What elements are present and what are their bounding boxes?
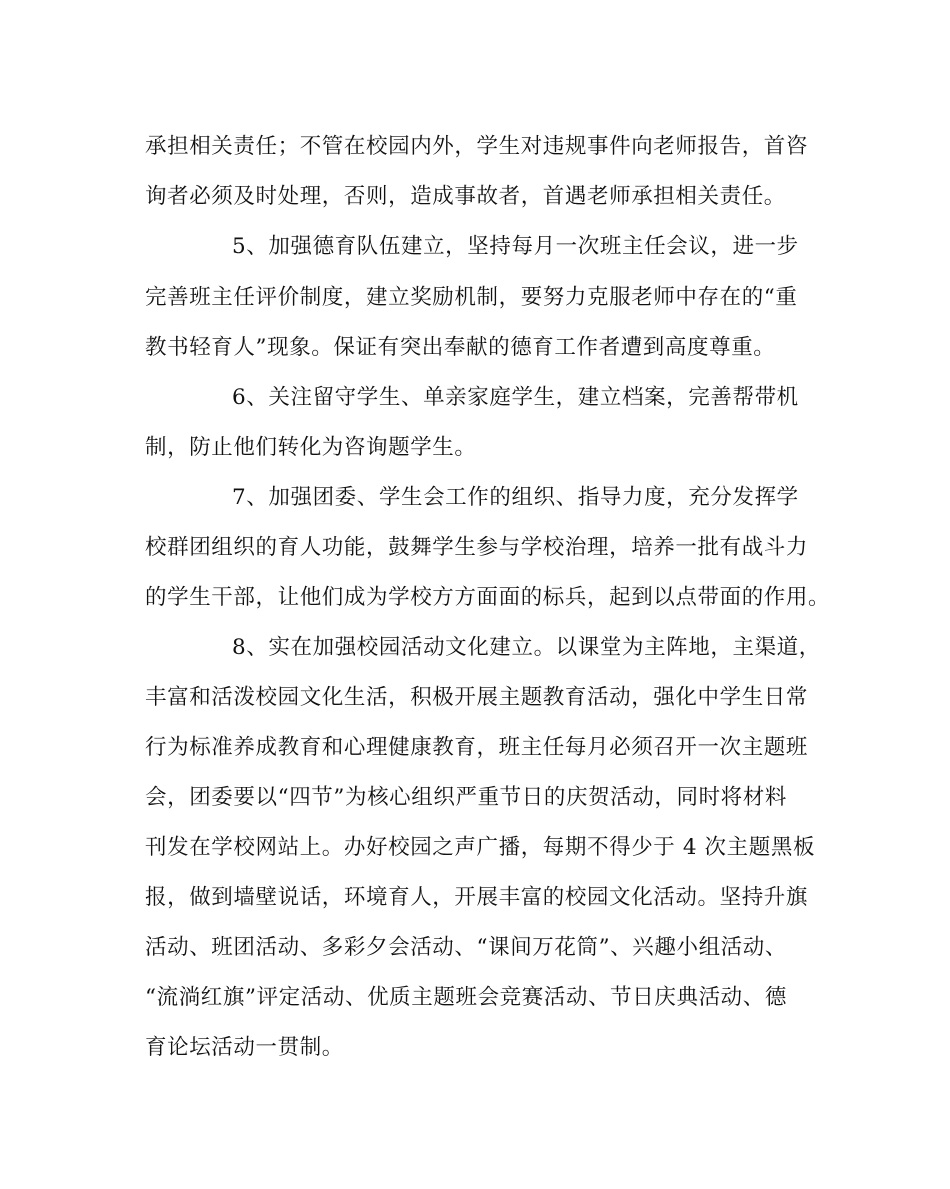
text-line: 教书轻育人”现象。保证有突出奉献的德育工作者遭到高度尊重。 — [145, 335, 776, 360]
paragraph-8-start: 8、实在加强校园活动文化建立。以课堂为主阵地，主渠道， — [232, 635, 821, 660]
text-line: 制，防止他们转化为咨询题学生。 — [145, 435, 477, 460]
text-line: 的学生干部，让他们成为学校方方面面的标兵，起到以点带面的作用。 — [145, 585, 831, 610]
paragraph-5-start: 5、加强德育队伍建立，坚持每月一次班主任会议，进一步 — [232, 234, 799, 259]
text-line: 报，做到墙壁说话，环境育人，开展丰富的校园文化活动。坚持升旗 — [145, 885, 809, 910]
text-line: 承担相关责任；不管在校园内外，学生对违规事件向老师报告，首咨 — [145, 134, 809, 159]
paragraph-7-start: 7、加强团委、学生会工作的组织、指导力度，充分发挥学 — [232, 485, 799, 510]
text-line: 活动、班团活动、多彩夕会活动、“课间万花筒”、兴趣小组活动、 — [145, 935, 787, 960]
text-line: 会，团委要以“四节”为核心组织严重节日的庆贺活动，同时将材料 — [145, 785, 787, 810]
paragraph-6-start: 6、关注留守学生、单亲家庭学生，建立档案，完善帮带机 — [232, 385, 799, 410]
text-line: “流淌红旗”评定活动、优质主题班会竞赛活动、节日庆典活动、德 — [145, 985, 787, 1010]
text-line: 行为标准养成教育和心理健康教育，班主任每月必须召开一次主题班 — [145, 735, 809, 760]
text-line: 育论坛活动一贯制。 — [145, 1035, 344, 1060]
text-line: 询者必须及时处理，否则，造成事故者，首遇老师承担相关责任。 — [145, 184, 786, 209]
text-line: 丰富和活泼校园文化生活，积极开展主题教育活动，强化中学生日常 — [145, 685, 809, 710]
text-line: 校群团组织的育人功能，鼓舞学生参与学校治理，培养一批有战斗力 — [145, 535, 809, 560]
text-line: 完善班主任评价制度，建立奖励机制，要努力克服老师中存在的“重 — [145, 285, 798, 310]
text-line: 刊发在学校网站上。办好校园之声广播，每期不得少于 4 次主题黑板 — [145, 835, 816, 860]
